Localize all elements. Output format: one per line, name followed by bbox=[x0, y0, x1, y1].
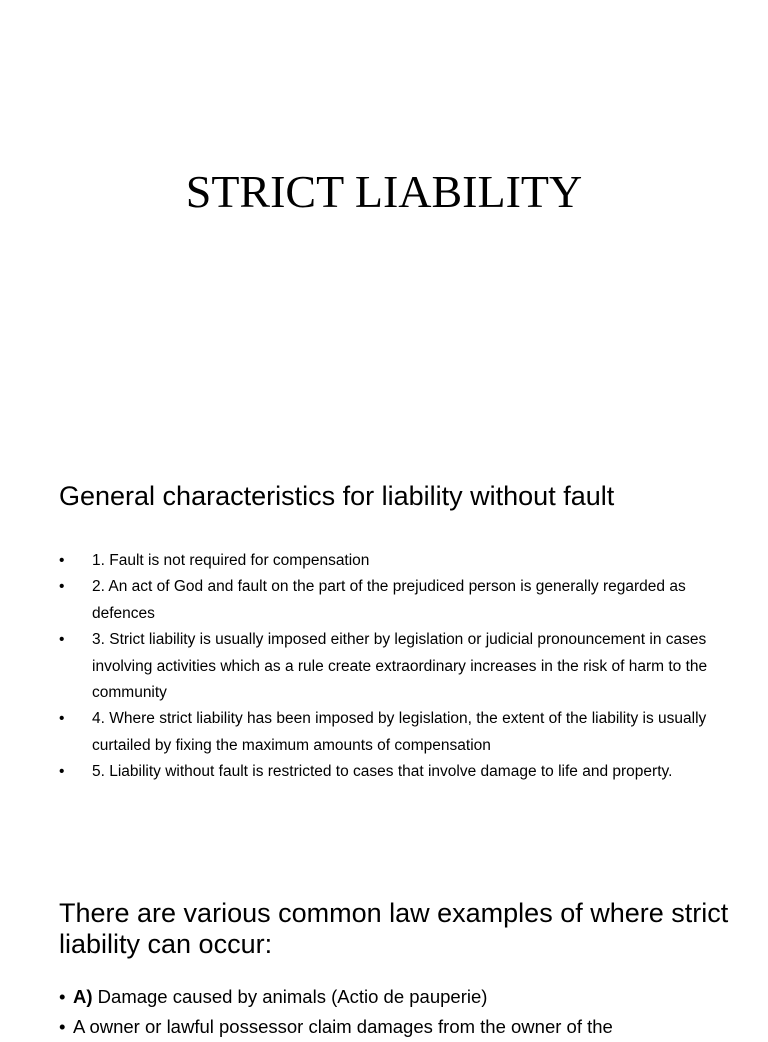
section-heading-characteristics: General characteristics for liability without fault bbox=[59, 481, 615, 511]
example-text: A owner or lawful possessor claim damages from the owner of the bbox=[73, 1016, 613, 1037]
list-item bbox=[59, 627, 709, 706]
list-item bbox=[59, 706, 709, 759]
example-label: A) bbox=[73, 986, 93, 1007]
bullet-icon: • bbox=[59, 763, 65, 781]
list-item-text: 4. Where strict liability has been imposed by legislation, the extent of the liability is usually curtailed by fixing the maximum amounts of compensation bbox=[92, 710, 707, 754]
example-text: Damage caused by animals (Actio de pauperie) bbox=[92, 986, 488, 1007]
bullet-icon: • bbox=[59, 1016, 66, 1037]
bullet-icon: • bbox=[59, 578, 65, 596]
list-item bbox=[59, 1012, 749, 1042]
list-item bbox=[59, 982, 749, 1012]
list-item bbox=[59, 759, 709, 785]
bullet-icon: • bbox=[59, 631, 65, 649]
list-item-text: 5. Liability without fault is restricted to cases that involve damage to life and property. bbox=[92, 763, 673, 781]
examples-list bbox=[59, 982, 749, 1042]
characteristics-list bbox=[59, 548, 709, 786]
section-heading-examples: There are various common law examples of where strict liability can occur: bbox=[59, 898, 729, 959]
list-item bbox=[59, 548, 709, 574]
bullet-icon: • bbox=[59, 986, 66, 1007]
list-item-text: 3. Strict liability is usually imposed either by legislation or judicial pronouncement in cases involving activities which as a rule create extraordinary increases in the risk of harm to the community bbox=[92, 631, 708, 702]
list-item-text: 2. An act of God and fault on the part of the prejudiced person is generally regarded as defences bbox=[92, 578, 686, 622]
list-item-text: 1. Fault is not required for compensation bbox=[92, 552, 370, 569]
list-item bbox=[59, 574, 709, 627]
bullet-icon: • bbox=[59, 710, 65, 728]
slide-title: STRICT LIABILITY bbox=[185, 166, 583, 217]
bullet-icon: • bbox=[59, 552, 65, 569]
